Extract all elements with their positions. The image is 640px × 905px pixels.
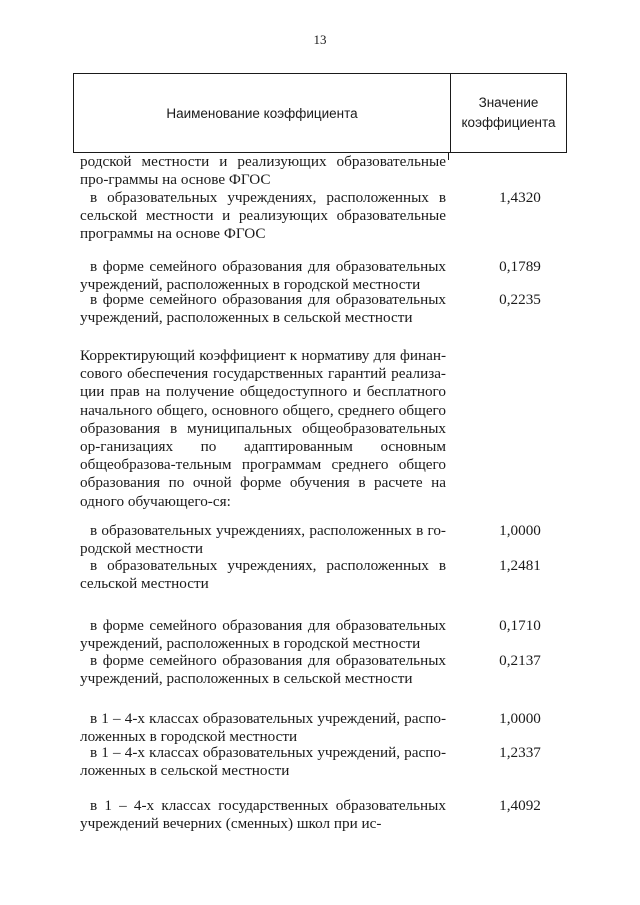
row-description: в 1 – 4-х классах государственных образовательных учреждений вечерних (сменных) школ при ис- — [80, 797, 446, 833]
row-description: в форме семейного образования для образовательных учреждений, расположенных в сельской местности — [80, 652, 446, 688]
row-description: в образовательных учреждениях, расположенных в сельской местности — [80, 557, 446, 593]
row-value: 1,2337 — [499, 744, 541, 761]
row-description: Корректирующий коэффициент к нормативу для финан-сового обеспечения государственных гарантий реализа-ции прав на получение общедоступного и бесплатного начального общего, основного общего, среднего общего образования в муниципальных общеобразовательных ор-ганизациях по адаптированным основным общеобразова-тельным программам среднего общего образования по очной форме обучения в расчете на одного обучающего-ся: — [80, 347, 446, 510]
column-header-value — [451, 74, 566, 152]
row-value: 1,2481 — [499, 557, 541, 574]
row-value: 0,2235 — [499, 291, 541, 308]
column-header-name: Наименование коэффициента — [166, 105, 358, 121]
row-value: 1,0000 — [499, 522, 541, 539]
column-divider-stub — [448, 153, 449, 160]
row-value: 0,2137 — [499, 652, 541, 669]
column-header-value-line1: Значение — [478, 95, 539, 110]
table-header — [73, 73, 567, 153]
row-description: в форме семейного образования для образовательных учреждений, расположенных в городской местности — [80, 617, 446, 653]
row-value: 1,4320 — [499, 189, 541, 206]
row-value: 1,0000 — [499, 710, 541, 727]
row-value: 0,1710 — [499, 617, 541, 634]
row-description: в образовательных учреждениях, расположенных в сельской местности и реализующих образовательные программы на основе ФГОС — [80, 189, 446, 243]
row-description: родской местности и реализующих образовательные про-граммы на основе ФГОС — [80, 153, 446, 189]
row-description: в форме семейного образования для образовательных учреждений, расположенных в городской местности — [80, 258, 446, 294]
row-value: 1,4092 — [499, 797, 541, 814]
row-description: в образовательных учреждениях, расположенных в го-родской местности — [80, 522, 446, 558]
row-description: в 1 – 4-х классах образовательных учреждений, распо-ложенных в городской местности — [80, 710, 446, 746]
row-description: в 1 – 4-х классах образовательных учреждений, распо-ложенных в сельской местности — [80, 744, 446, 780]
row-description: в форме семейного образования для образовательных учреждений, расположенных в сельской местности — [80, 291, 446, 327]
row-value: 0,1789 — [499, 258, 541, 275]
page-number: 13 — [313, 32, 327, 47]
column-header-value-line2: коэффициента — [461, 115, 556, 130]
